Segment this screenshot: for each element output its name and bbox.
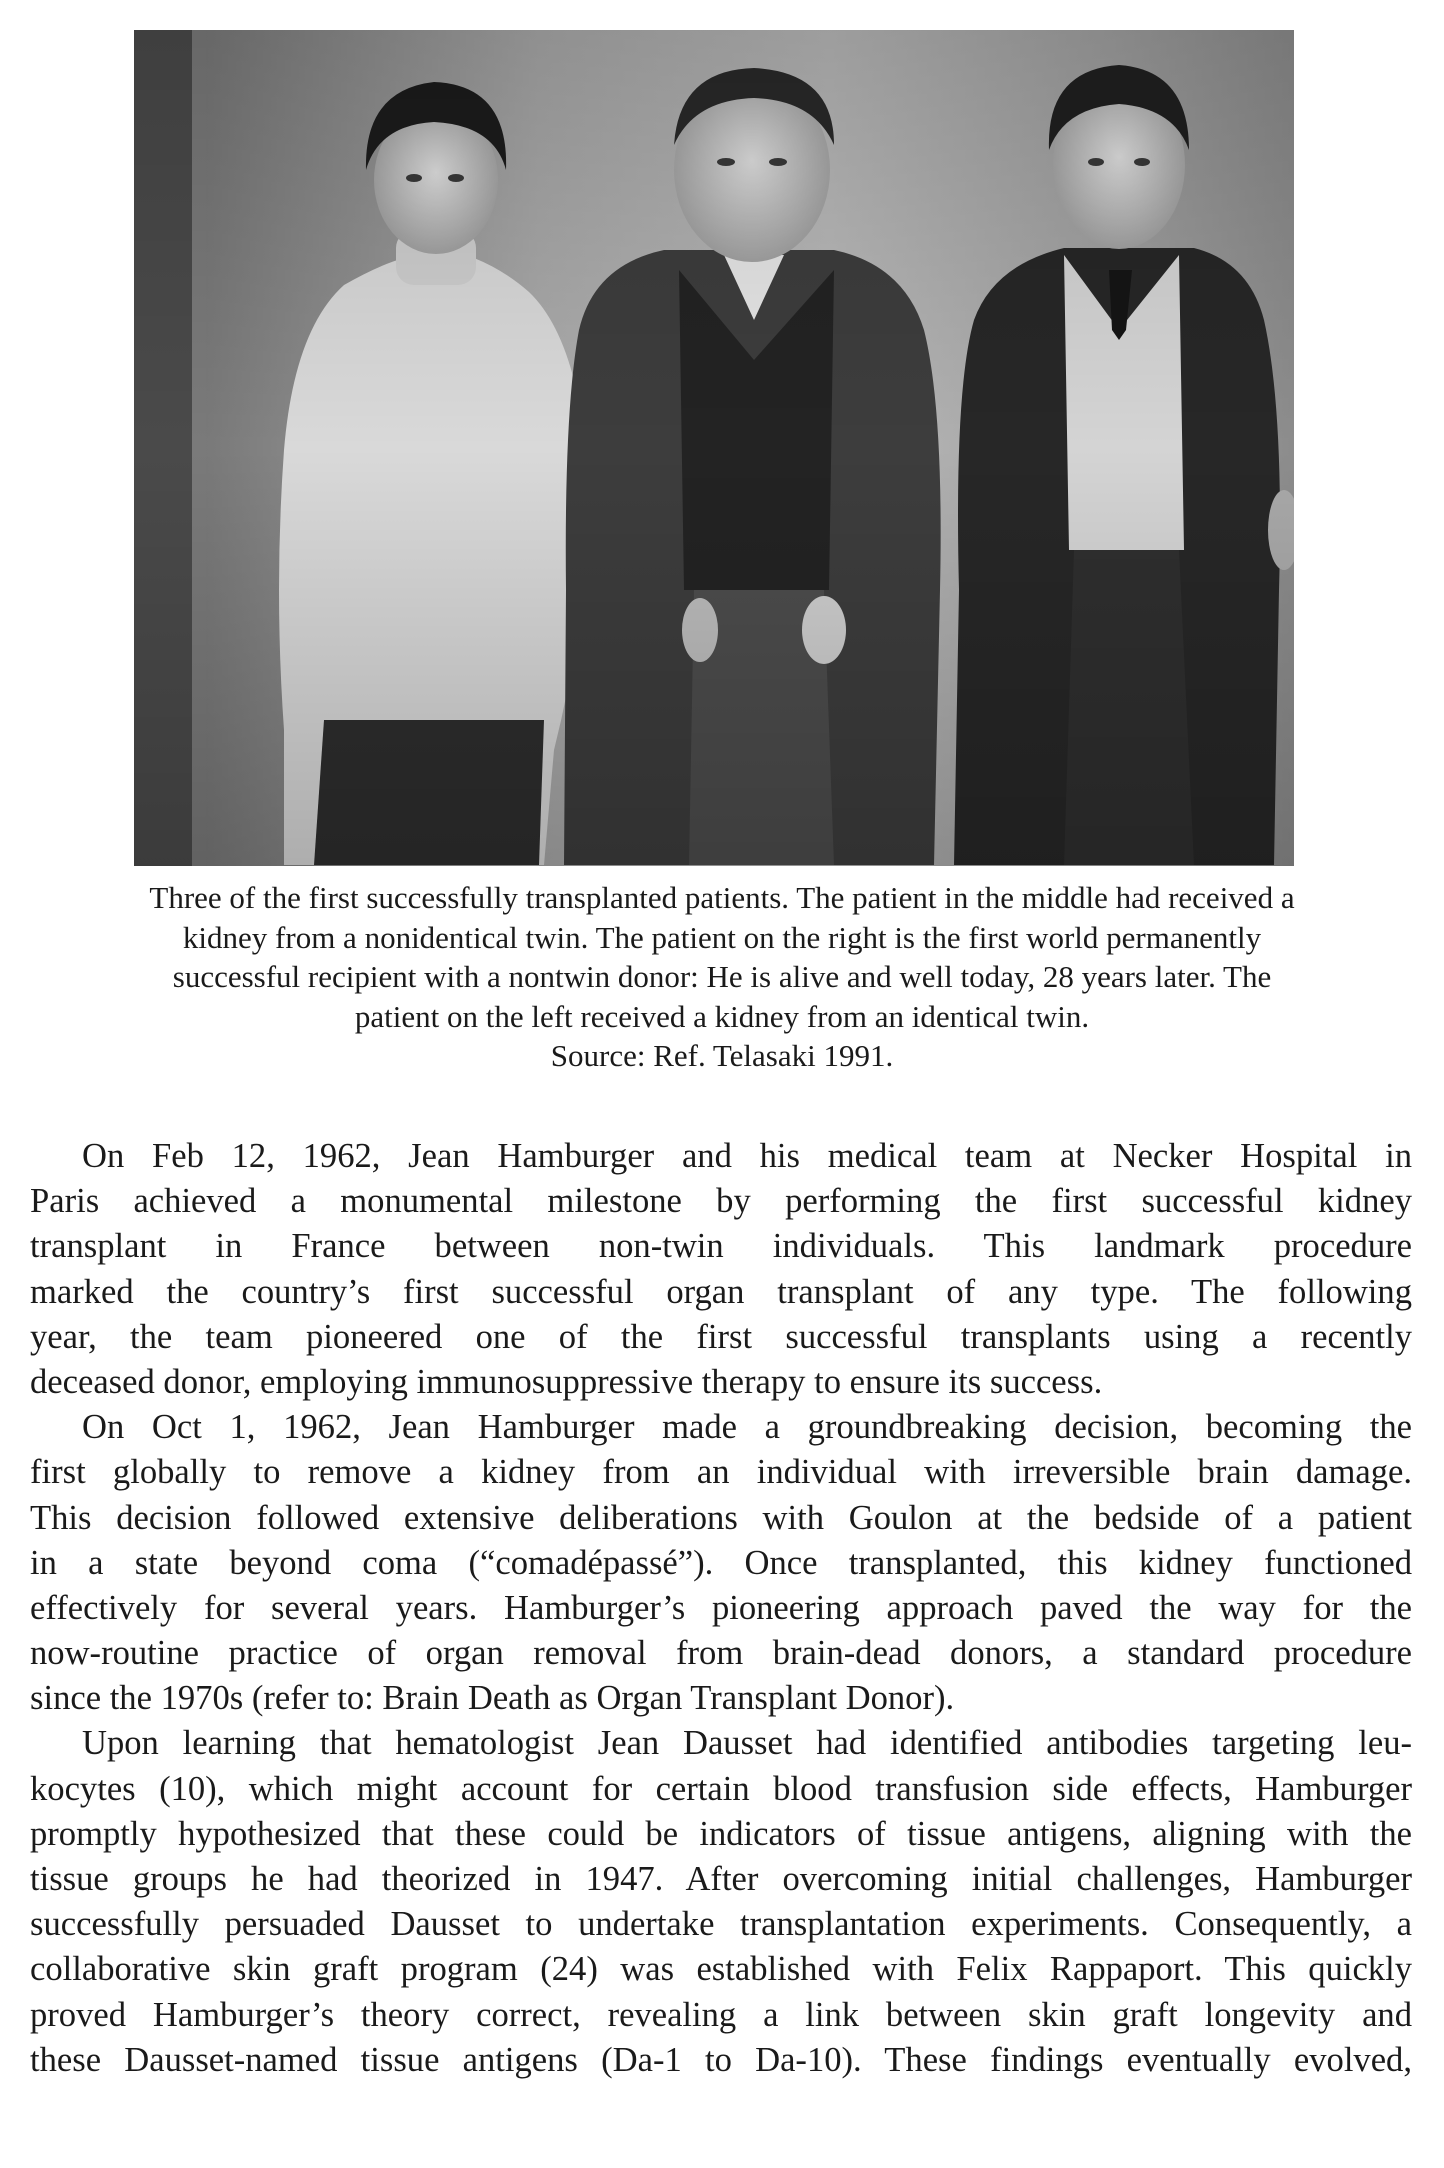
text-line: proved Hamburger’s theory correct, revealing a link between skin graft longevity and <box>30 1995 1412 2034</box>
text-line: effectively for several years. Hamburger’s pioneering approach paved the way for the <box>30 1588 1412 1627</box>
text-line: since the 1970s (refer to: Brain Death as Organ Transplant Donor). <box>30 1679 955 1718</box>
text-line: tissue groups he had theorized in 1947. After overcoming initial challenges, Hamburger <box>30 1860 1412 1898</box>
text-line: promptly hypothesized that these could be indicators of tissue antigens, aligning with the <box>30 1814 1412 1853</box>
caption-line: patient on the left received a kidney from an identical twin. <box>354 998 1090 1034</box>
text-line: deceased donor, employing immunosuppressive therapy to ensure its success. <box>30 1362 1103 1401</box>
paragraph-2 <box>30 1405 1412 1721</box>
paragraph-1 <box>30 1134 1412 1405</box>
text-line: first globally to remove a kidney from an individual with irreversible brain damage. <box>30 1453 1412 1492</box>
text-line: collaborative skin graft program (24) was established with Felix Rappaport. This quickly <box>30 1950 1412 1989</box>
figure-caption <box>40 878 1404 1076</box>
text-line: This decision followed extensive deliberations with Goulon at the bedside of a patient <box>30 1498 1412 1537</box>
photo-illustration <box>134 30 1294 866</box>
paragraph-3 <box>30 1721 1412 2083</box>
text-line: kocytes (10), which might account for certain blood transfusion side effects, Hamburger <box>30 1769 1412 1808</box>
text-line: year, the team pioneered one of the first successful transplants using a recently <box>30 1317 1412 1356</box>
text-line: marked the country’s first successful organ transplant of any type. The following <box>30 1272 1412 1311</box>
text-line: transplant in France between non-twin individuals. This landmark procedure <box>30 1227 1412 1266</box>
article-body <box>30 1134 1412 2083</box>
text-line: these Dausset-named tissue antigens (Da-1 to Da-10). These findings eventually evolved, <box>30 2040 1412 2079</box>
caption-line: successful recipient with a nontwin donor: He is alive and well today, 28 years later. The <box>172 959 1272 994</box>
text-line: On Feb 12, 1962, Jean Hamburger and his medical team at Necker Hospital in <box>82 1137 1412 1175</box>
historical-photo <box>134 30 1294 866</box>
text-line: Upon learning that hematologist Jean Dausset had identified antibodies targeting leu- <box>82 1724 1412 1763</box>
caption-source: Source: Ref. Telasaki 1991. <box>550 1038 894 1073</box>
caption-line: Three of the first successfully transplanted patients. The patient in the middle had received a <box>149 880 1295 915</box>
text-line: in a state beyond coma (“comadépassé”). Once transplanted, this kidney functioned <box>30 1543 1412 1582</box>
text-line: Paris achieved a monumental milestone by performing the first successful kidney <box>30 1182 1412 1221</box>
text-line: On Oct 1, 1962, Jean Hamburger made a groundbreaking decision, becoming the <box>82 1408 1412 1447</box>
text-line: now-routine practice of organ removal from brain-dead donors, a standard procedure <box>30 1634 1412 1673</box>
text-line: successfully persuaded Dausset to undertake transplantation experiments. Consequently, a <box>30 1905 1412 1944</box>
caption-line: kidney from a nonidentical twin. The patient on the right is the first world permanently <box>182 919 1262 955</box>
